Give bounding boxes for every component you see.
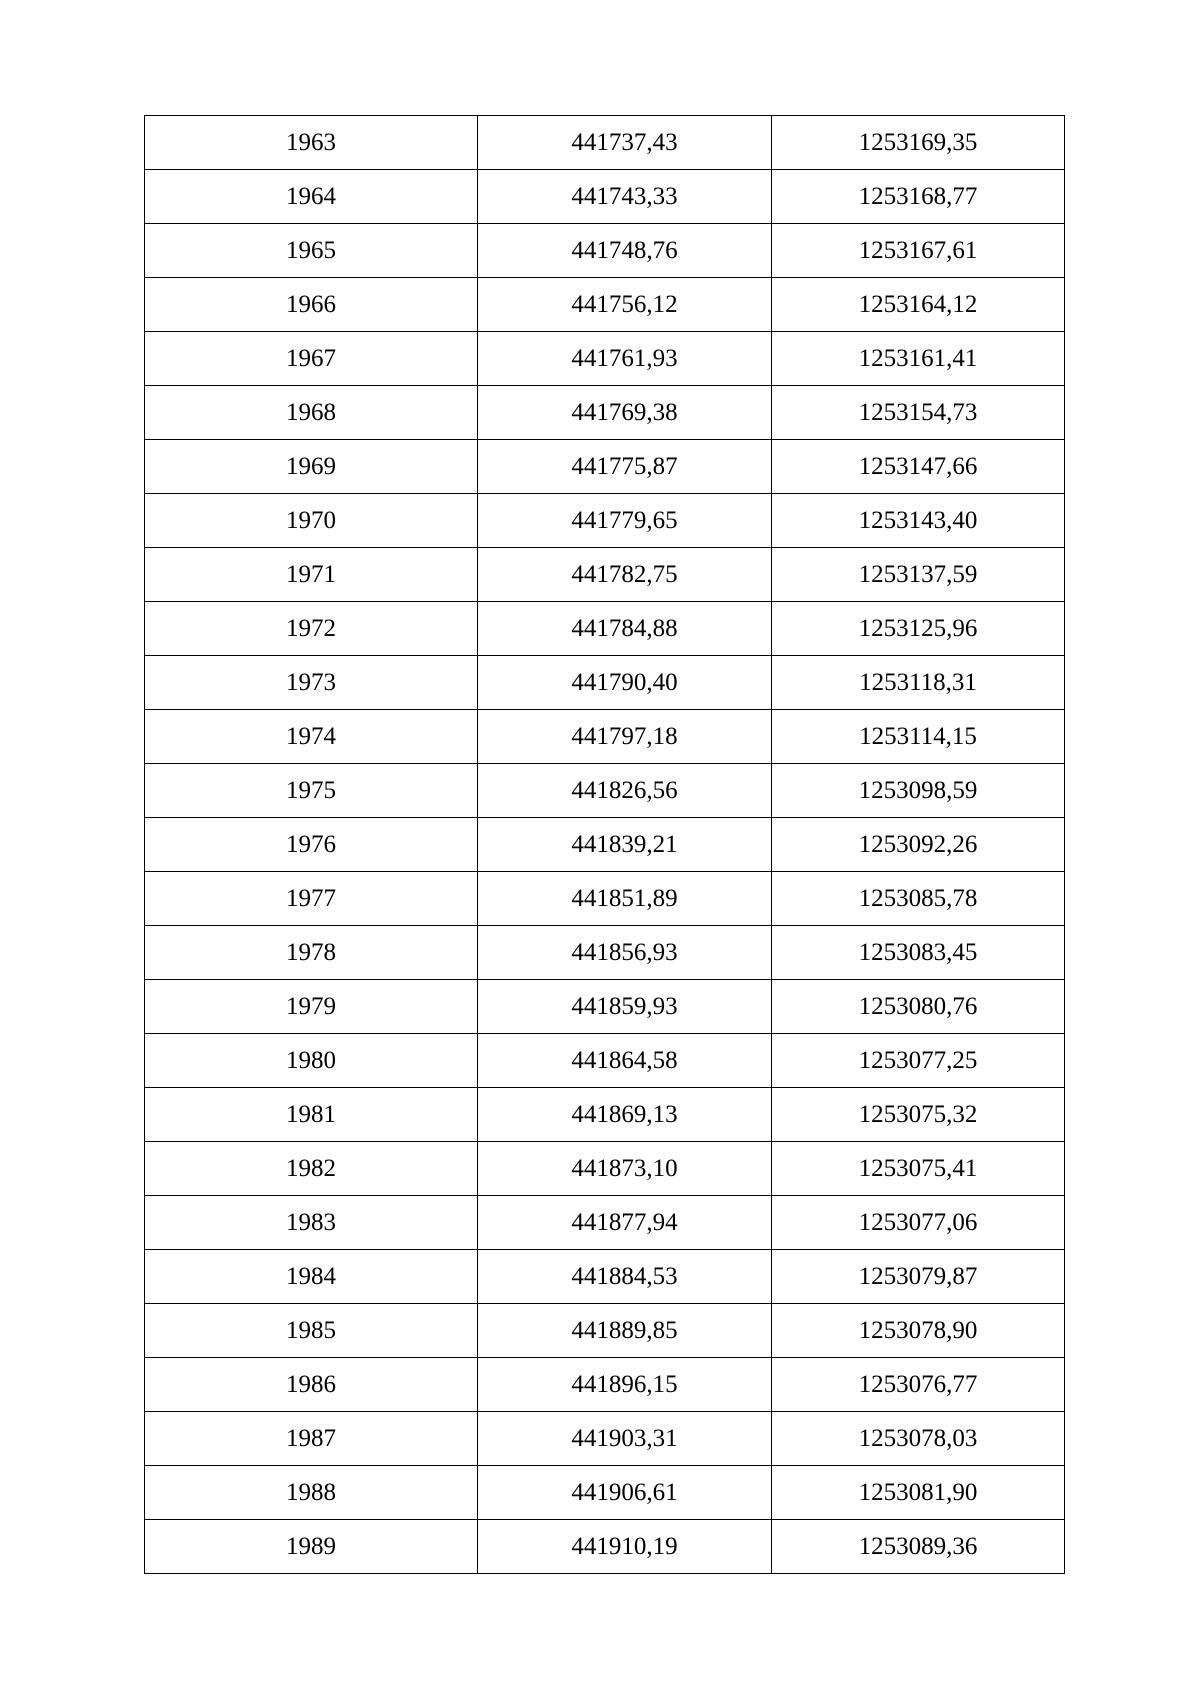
table-row — [145, 818, 1065, 872]
point-number-cell: 1983 — [145, 1196, 478, 1250]
table-row — [145, 548, 1065, 602]
x-coordinate-cell: 441903,31 — [478, 1412, 772, 1466]
y-coordinate-cell: 1253081,90 — [772, 1466, 1065, 1520]
point-number-cell: 1969 — [145, 440, 478, 494]
y-coordinate-cell: 1253079,87 — [772, 1250, 1065, 1304]
x-coordinate-cell: 441889,85 — [478, 1304, 772, 1358]
x-coordinate-cell: 441756,12 — [478, 278, 772, 332]
y-coordinate-cell: 1253167,61 — [772, 224, 1065, 278]
x-coordinate-cell: 441826,56 — [478, 764, 772, 818]
x-coordinate-cell: 441769,38 — [478, 386, 772, 440]
table-row — [145, 386, 1065, 440]
x-coordinate-cell: 441775,87 — [478, 440, 772, 494]
point-number-cell: 1982 — [145, 1142, 478, 1196]
y-coordinate-cell: 1253147,66 — [772, 440, 1065, 494]
x-coordinate-cell: 441782,75 — [478, 548, 772, 602]
x-coordinate-cell: 441906,61 — [478, 1466, 772, 1520]
table-row — [145, 602, 1065, 656]
y-coordinate-cell: 1253078,03 — [772, 1412, 1065, 1466]
point-number-cell: 1981 — [145, 1088, 478, 1142]
x-coordinate-cell: 441761,93 — [478, 332, 772, 386]
y-coordinate-cell: 1253125,96 — [772, 602, 1065, 656]
y-coordinate-cell: 1253075,41 — [772, 1142, 1065, 1196]
x-coordinate-cell: 441797,18 — [478, 710, 772, 764]
point-number-cell: 1979 — [145, 980, 478, 1034]
table-row — [145, 278, 1065, 332]
point-number-cell: 1976 — [145, 818, 478, 872]
x-coordinate-cell: 441859,93 — [478, 980, 772, 1034]
point-number-cell: 1974 — [145, 710, 478, 764]
table-row — [145, 494, 1065, 548]
table-row — [145, 656, 1065, 710]
x-coordinate-cell: 441910,19 — [478, 1520, 772, 1574]
y-coordinate-cell: 1253085,78 — [772, 872, 1065, 926]
point-number-cell: 1989 — [145, 1520, 478, 1574]
x-coordinate-cell: 441869,13 — [478, 1088, 772, 1142]
point-number-cell: 1964 — [145, 170, 478, 224]
table-row — [145, 926, 1065, 980]
y-coordinate-cell: 1253143,40 — [772, 494, 1065, 548]
y-coordinate-cell: 1253077,25 — [772, 1034, 1065, 1088]
table-row — [145, 170, 1065, 224]
x-coordinate-cell: 441839,21 — [478, 818, 772, 872]
x-coordinate-cell: 441873,10 — [478, 1142, 772, 1196]
x-coordinate-cell: 441790,40 — [478, 656, 772, 710]
coordinates-table-body — [145, 116, 1065, 1574]
table-row — [145, 116, 1065, 170]
point-number-cell: 1980 — [145, 1034, 478, 1088]
x-coordinate-cell: 441864,58 — [478, 1034, 772, 1088]
point-number-cell: 1988 — [145, 1466, 478, 1520]
point-number-cell: 1963 — [145, 116, 478, 170]
table-row — [145, 1142, 1065, 1196]
x-coordinate-cell: 441737,43 — [478, 116, 772, 170]
table-row — [145, 1196, 1065, 1250]
y-coordinate-cell: 1253098,59 — [772, 764, 1065, 818]
table-row — [145, 1412, 1065, 1466]
y-coordinate-cell: 1253083,45 — [772, 926, 1065, 980]
table-row — [145, 1250, 1065, 1304]
point-number-cell: 1967 — [145, 332, 478, 386]
y-coordinate-cell: 1253092,26 — [772, 818, 1065, 872]
y-coordinate-cell: 1253080,76 — [772, 980, 1065, 1034]
point-number-cell: 1977 — [145, 872, 478, 926]
table-row — [145, 1034, 1065, 1088]
x-coordinate-cell: 441779,65 — [478, 494, 772, 548]
y-coordinate-cell: 1253076,77 — [772, 1358, 1065, 1412]
y-coordinate-cell: 1253137,59 — [772, 548, 1065, 602]
y-coordinate-cell: 1253164,12 — [772, 278, 1065, 332]
x-coordinate-cell: 441896,15 — [478, 1358, 772, 1412]
x-coordinate-cell: 441748,76 — [478, 224, 772, 278]
point-number-cell: 1984 — [145, 1250, 478, 1304]
x-coordinate-cell: 441877,94 — [478, 1196, 772, 1250]
table-row — [145, 440, 1065, 494]
y-coordinate-cell: 1253154,73 — [772, 386, 1065, 440]
x-coordinate-cell: 441851,89 — [478, 872, 772, 926]
point-number-cell: 1966 — [145, 278, 478, 332]
x-coordinate-cell: 441856,93 — [478, 926, 772, 980]
point-number-cell: 1987 — [145, 1412, 478, 1466]
table-row — [145, 764, 1065, 818]
point-number-cell: 1970 — [145, 494, 478, 548]
table-row — [145, 1520, 1065, 1574]
point-number-cell: 1985 — [145, 1304, 478, 1358]
x-coordinate-cell: 441743,33 — [478, 170, 772, 224]
point-number-cell: 1972 — [145, 602, 478, 656]
y-coordinate-cell: 1253075,32 — [772, 1088, 1065, 1142]
y-coordinate-cell: 1253161,41 — [772, 332, 1065, 386]
point-number-cell: 1968 — [145, 386, 478, 440]
coordinates-table — [144, 115, 1065, 1574]
x-coordinate-cell: 441784,88 — [478, 602, 772, 656]
table-row — [145, 332, 1065, 386]
y-coordinate-cell: 1253169,35 — [772, 116, 1065, 170]
point-number-cell: 1965 — [145, 224, 478, 278]
table-row — [145, 980, 1065, 1034]
point-number-cell: 1973 — [145, 656, 478, 710]
table-row — [145, 224, 1065, 278]
table-row — [145, 710, 1065, 764]
y-coordinate-cell: 1253118,31 — [772, 656, 1065, 710]
table-row — [145, 1088, 1065, 1142]
table-row — [145, 1304, 1065, 1358]
point-number-cell: 1978 — [145, 926, 478, 980]
y-coordinate-cell: 1253077,06 — [772, 1196, 1065, 1250]
point-number-cell: 1986 — [145, 1358, 478, 1412]
table-row — [145, 1466, 1065, 1520]
point-number-cell: 1971 — [145, 548, 478, 602]
y-coordinate-cell: 1253168,77 — [772, 170, 1065, 224]
table-row — [145, 872, 1065, 926]
point-number-cell: 1975 — [145, 764, 478, 818]
y-coordinate-cell: 1253114,15 — [772, 710, 1065, 764]
y-coordinate-cell: 1253078,90 — [772, 1304, 1065, 1358]
x-coordinate-cell: 441884,53 — [478, 1250, 772, 1304]
table-row — [145, 1358, 1065, 1412]
y-coordinate-cell: 1253089,36 — [772, 1520, 1065, 1574]
